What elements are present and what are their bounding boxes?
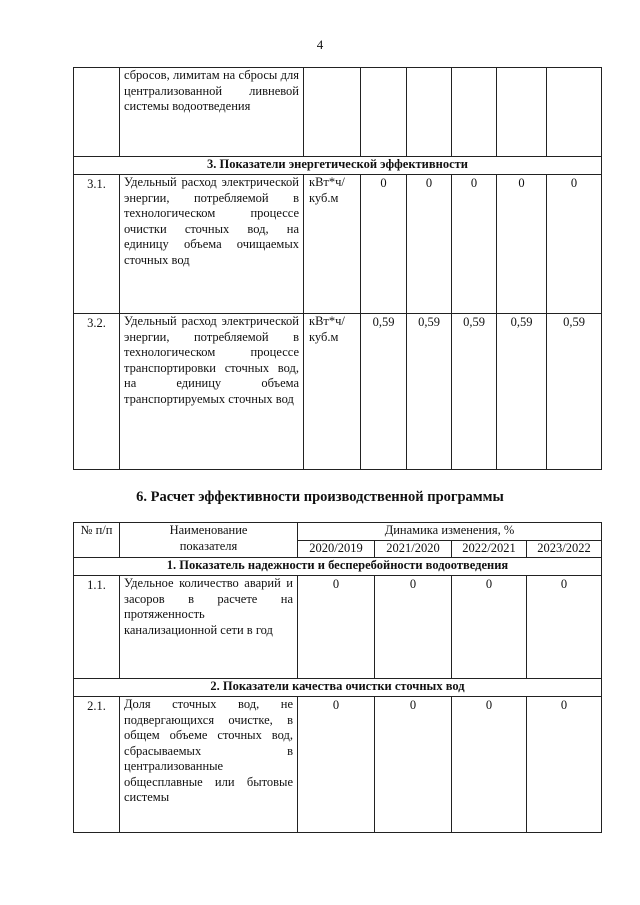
row-number: 3.1.	[74, 175, 120, 314]
value-cell: 0,59	[497, 314, 547, 470]
table-row	[74, 697, 602, 833]
value-cell: 0	[407, 175, 452, 314]
value-cell: 0	[497, 175, 547, 314]
value-cell: 0,59	[452, 314, 497, 470]
indicator-name: Удельное количество аварий и засоров в расчете на протяженность канализационной сети в год	[120, 576, 298, 679]
value-cell: 0,59	[547, 314, 602, 470]
row-number: 1.1.	[74, 576, 120, 679]
value-cell: 0	[452, 697, 527, 833]
section-row	[74, 157, 602, 175]
column-header-name: Наименование показателя	[120, 523, 298, 558]
value-cell: 0	[527, 697, 602, 833]
value-cell: 0	[375, 697, 452, 833]
section-title-reliability: 1. Показатель надежности и бесперебойности водоотведения	[74, 558, 602, 576]
column-header-period: 2023/2022	[527, 541, 602, 558]
row-number: 2.1.	[74, 697, 120, 833]
value-cell: 0,59	[407, 314, 452, 470]
value-cell: 0	[452, 576, 527, 679]
indicator-name: Доля сточных вод, не подвергающихся очистке, в общем объеме сточных вод, сбрасываемых в централизованные общесплавные или бытовые системы	[120, 697, 298, 833]
row-number: 3.2.	[74, 314, 120, 470]
section-row	[74, 558, 602, 576]
table-production-program-indicators	[73, 67, 602, 470]
value-cell: 0	[298, 697, 375, 833]
indicator-name: сбросов, лимитам на сбросы для централизованной ливневой системы водоотведения	[120, 68, 304, 157]
column-header-period: 2021/2020	[375, 541, 452, 558]
column-header-number: № п/п	[74, 523, 120, 558]
table-efficiency-calculation	[73, 522, 602, 833]
column-header-period: 2020/2019	[298, 541, 375, 558]
section-title-energy-efficiency: 3. Показатели энергетической эффективности	[74, 157, 602, 175]
header-row	[74, 523, 602, 541]
indicator-name: Удельный расход электрической энергии, потребляемой в технологическом процессе очистки сточных вод, на единицу объема очищаемых сточных вод	[120, 175, 304, 314]
unit: кВт*ч/ куб.м	[304, 175, 361, 314]
section-heading: 6. Расчет эффективности производственной программы	[136, 489, 504, 505]
table-row	[74, 68, 602, 157]
page-number: 4	[316, 37, 324, 52]
column-header-period: 2022/2021	[452, 541, 527, 558]
value-cell: 0	[375, 576, 452, 679]
indicator-name: Удельный расход электрической энергии, потребляемой в технологическом процессе транспортировки сточных вод, на единицу объема транспортируемых сточных вод	[120, 314, 304, 470]
value-cell: 0	[361, 175, 407, 314]
value-cell: 0	[298, 576, 375, 679]
value-cell: 0	[452, 175, 497, 314]
section-row	[74, 679, 602, 697]
table-row	[74, 314, 602, 470]
table-row	[74, 576, 602, 679]
column-header-dynamics: Динамика изменения, %	[298, 523, 602, 541]
value-cell: 0,59	[361, 314, 407, 470]
value-cell: 0	[527, 576, 602, 679]
table-row	[74, 175, 602, 314]
value-cell: 0	[547, 175, 602, 314]
section-title-treatment-quality: 2. Показатели качества очистки сточных вод	[74, 679, 602, 697]
unit: кВт*ч/ куб.м	[304, 314, 361, 470]
